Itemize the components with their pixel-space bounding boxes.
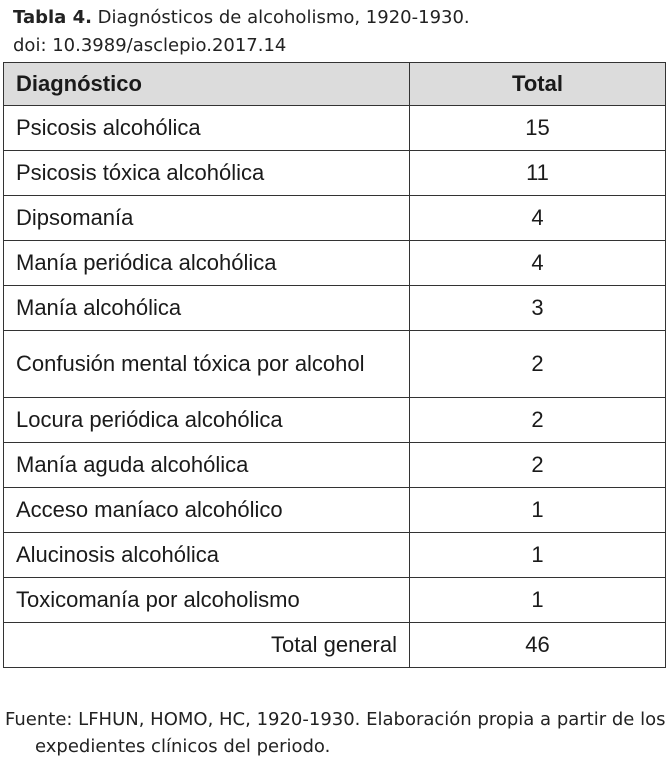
table-row (4, 241, 666, 286)
diagnosis-cell: Toxicomanía por alcoholismo (4, 578, 410, 623)
table-row (4, 196, 666, 241)
total-cell: 1 (410, 488, 666, 533)
table-row (4, 151, 666, 196)
total-cell: 2 (410, 398, 666, 443)
diagnosis-cell: Psicosis tóxica alcohólica (4, 151, 410, 196)
total-cell: 1 (410, 533, 666, 578)
header-row (4, 63, 666, 106)
doi: doi: 10.3989/asclepio.2017.14 (13, 35, 287, 56)
total-cell: 3 (410, 286, 666, 331)
source-note: Fuente: LFHUN, HOMO, HC, 1920-1930. Elaboración propia a partir de los expedientes clínicos del periodo. (5, 709, 666, 757)
table-row (4, 331, 666, 398)
header-total: Total (410, 63, 666, 106)
diagnosis-cell: Dipsomanía (4, 196, 410, 241)
diagnosis-cell: Confusión mental tóxica por alcohol (4, 331, 410, 398)
total-cell: 4 (410, 196, 666, 241)
total-cell: 15 (410, 106, 666, 151)
total-value: 46 (410, 623, 666, 668)
diagnosis-cell: Acceso maníaco alcohólico (4, 488, 410, 533)
diagnosis-cell: Alucinosis alcohólica (4, 533, 410, 578)
table-label: Tabla 4. (13, 7, 92, 28)
total-label: Total general (4, 623, 410, 668)
table-row (4, 488, 666, 533)
table-row (4, 286, 666, 331)
diagnosis-cell: Locura periódica alcohólica (4, 398, 410, 443)
table-row (4, 533, 666, 578)
total-cell: 2 (410, 331, 666, 398)
diagnosis-cell: Psicosis alcohólica (4, 106, 410, 151)
table-title: Diagnósticos de alcoholismo, 1920-1930. (97, 7, 470, 28)
table-row (4, 398, 666, 443)
table-row (4, 443, 666, 488)
table-caption (13, 4, 663, 60)
diagnosis-table (3, 62, 666, 668)
diagnosis-cell: Manía aguda alcohólica (4, 443, 410, 488)
table-row (4, 106, 666, 151)
table-row (4, 578, 666, 623)
total-row (4, 623, 666, 668)
total-cell: 2 (410, 443, 666, 488)
diagnosis-cell: Manía alcohólica (4, 286, 410, 331)
diagnosis-cell: Manía periódica alcohólica (4, 241, 410, 286)
header-diagnosis: Diagnóstico (4, 63, 410, 106)
total-cell: 4 (410, 241, 666, 286)
total-cell: 1 (410, 578, 666, 623)
total-cell: 11 (410, 151, 666, 196)
